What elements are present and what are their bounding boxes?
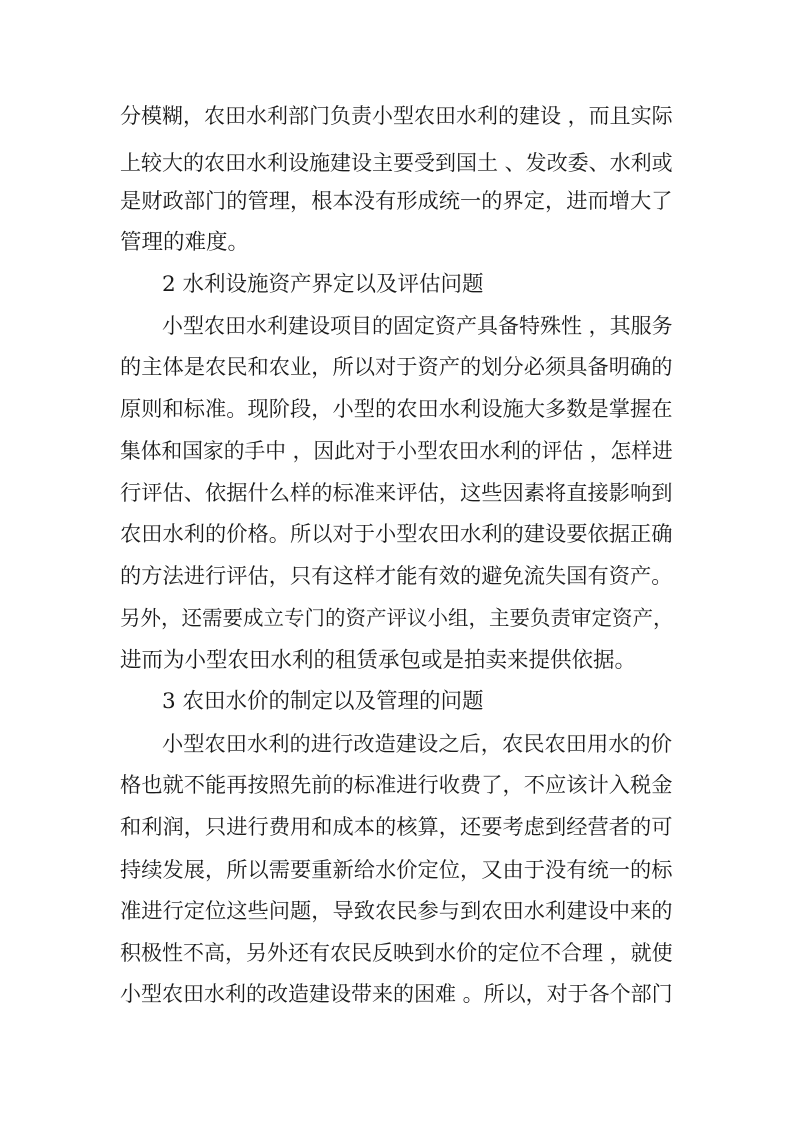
paragraph-3-line-7: 小型农田水利的改造建设带来的困难 。所以，对于各个部门 xyxy=(120,982,673,1006)
paragraph-2-line-8: 另外，还需要成立专门的资产评议小组，主要负责审定资产， xyxy=(120,606,674,630)
paragraph-3-line-6: 积极性不高，另外还有农民反映到水价的定位不合理 ，就使 xyxy=(120,941,673,965)
paragraph-3-line-5: 准进行定位这些问题，导致农民参与到农田水利建设中来的 xyxy=(120,899,673,924)
paragraph-2-line-3: 原则和标准。现阶段，小型的农田水利设施大多数是掌握在 xyxy=(120,397,673,422)
paragraph-2-line-1: 小型农田水利建设项目的固定资产具备特殊性 ，其服务 xyxy=(162,314,673,338)
paragraph-3-line-4: 持续发展，所以需要重新给水价定位，又由于没有统一的标 xyxy=(120,858,673,883)
section-heading-3: 3 农田水价的制定以及管理的问题 xyxy=(162,689,484,714)
paragraph-2-line-4: 集体和国家的手中 ，因此对于小型农田水利的评估 ，怎样进 xyxy=(120,439,673,463)
paragraph-3-line-2: 格也就不能再按照先前的标准进行收费了，不应该计入税金 xyxy=(120,773,673,798)
paragraph-2-line-2: 的主体是农民和农业，所以对于资产的划分必须具备明确的 xyxy=(120,355,673,380)
paragraph-3-line-1: 小型农田水利的进行改造建设之后，农民农田用水的价 xyxy=(162,732,673,757)
paragraph-1-line-3: 是财政部门的管理，根本没有形成统一的界定，进而增大了 xyxy=(120,189,673,214)
paragraph-2-line-7: 的方法进行评估，只有这样才能有效的避免流失国有资产。 xyxy=(120,564,673,589)
paragraph-3-line-3: 和利润，只进行费用和成本的核算，还要考虑到经营者的可 xyxy=(120,815,673,840)
paragraph-2-line-5: 行评估、依据什么样的标准来评估，这些因素将直接影响到 xyxy=(120,481,673,506)
paragraph-1-line-1: 分模糊，农田水利部门负责小型农田水利的建设 ，而且实际 xyxy=(120,104,673,128)
paragraph-2-line-6: 农田水利的价格。所以对于小型农田水利的建设要依据正确 xyxy=(120,522,673,547)
section-heading-2: 2 水利设施资产界定以及评估问题 xyxy=(162,272,484,297)
paragraph-1-line-4: 管理的难度。 xyxy=(120,230,250,255)
paragraph-2-line-9: 进而为小型农田水利的租赁承包或是拍卖来提供依据。 xyxy=(120,648,637,673)
paragraph-1-line-2: 上较大的农田水利设施建设主要受到国土 、发改委、水利或 xyxy=(120,151,673,175)
